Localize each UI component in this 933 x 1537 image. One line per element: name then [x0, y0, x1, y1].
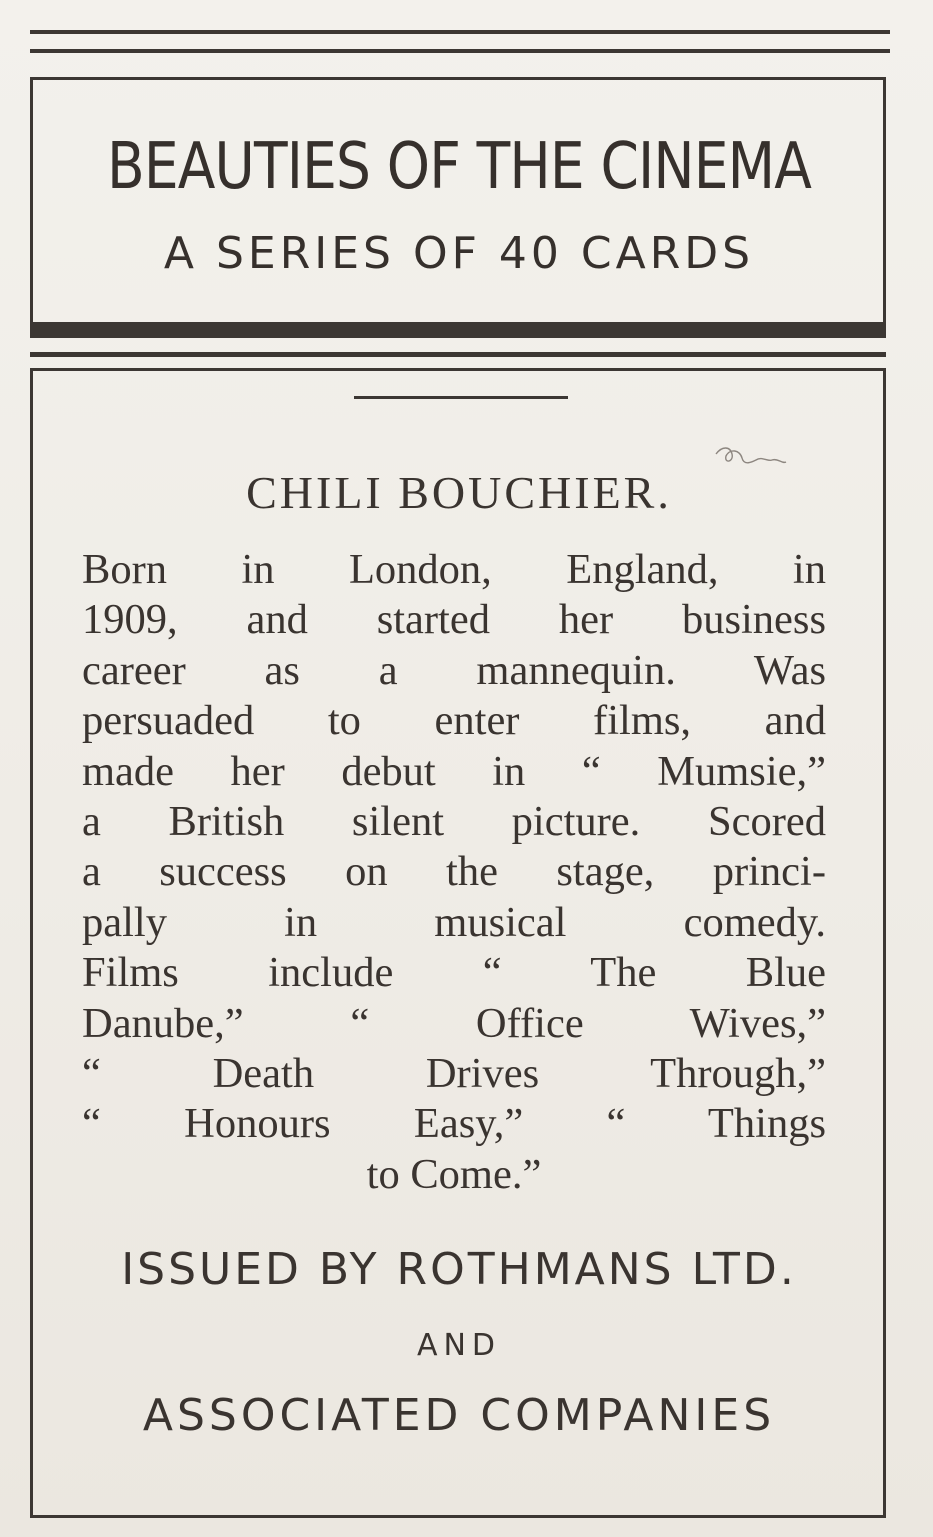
series-title: BEAUTIES OF THE CINEMA: [106, 130, 812, 204]
and-line: AND: [416, 1328, 502, 1363]
series-subtitle: A SERIES OF 40 CARDS: [163, 228, 755, 279]
center-short-rule: [354, 396, 568, 399]
bio-line: Born in London, England, in: [82, 546, 826, 593]
bio-line: career as a mannequin. Was: [82, 646, 826, 694]
bio-line: “ Death Drives Through,”: [82, 1049, 826, 1097]
bio-line: Films include “ The Blue: [82, 949, 826, 997]
bio-line: “ Honours Easy,” “ Things: [82, 1100, 826, 1148]
associated-companies-line: ASSOCIATED COMPANIES: [142, 1390, 776, 1441]
actress-name: CHILI BOUCHIER.: [246, 467, 672, 518]
top-rule-1: [30, 30, 890, 34]
bio-line: Danube,” “ Office Wives,”: [82, 999, 826, 1047]
bio-line: pally in musical comedy.: [82, 898, 826, 946]
header-thin-divider: [30, 352, 886, 357]
bio-line: a success on the stage, princi-: [82, 848, 826, 896]
bio-line: a British silent picture. Scored: [82, 797, 826, 845]
bio-line: to Come.”: [366, 1150, 542, 1198]
bio-line: persuaded to enter films, and: [82, 697, 826, 745]
header-thick-divider: [30, 322, 886, 338]
top-rule-2: [30, 49, 890, 53]
biography: [82, 545, 826, 1200]
bio-line: made her debut in “ Mumsie,”: [82, 747, 826, 795]
bio-line: 1909, and started her business: [82, 596, 826, 644]
issuer-line: ISSUED BY ROTHMANS LTD.: [121, 1244, 797, 1295]
